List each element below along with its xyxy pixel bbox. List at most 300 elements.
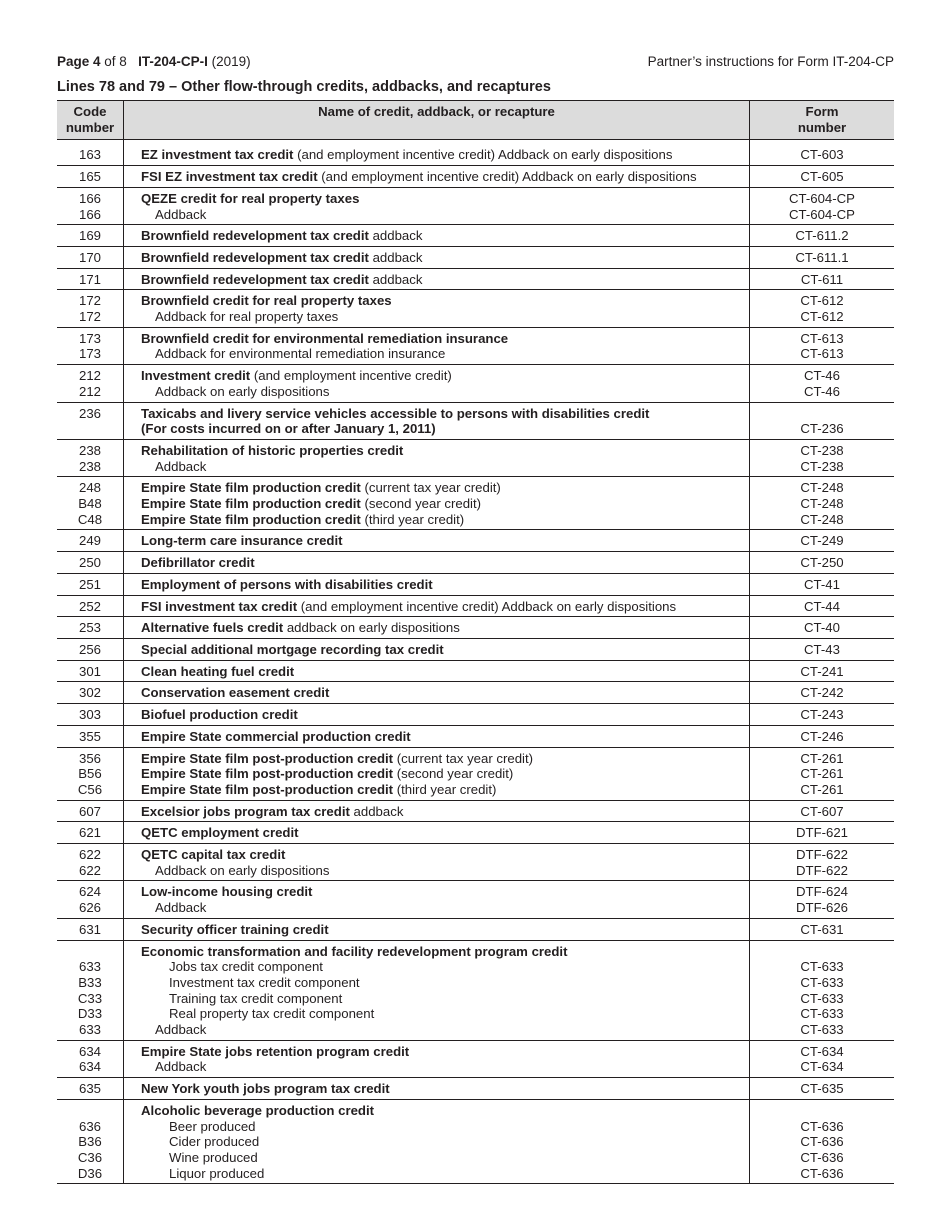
credit-name-line: Addback	[155, 1022, 207, 1038]
form-number-cell	[750, 573, 895, 595]
code-number: 238	[78, 442, 101, 458]
form-number-cell	[750, 822, 895, 844]
code-number: 251	[78, 576, 101, 592]
code-cell	[57, 477, 124, 530]
credit-name-line: Alcoholic beverage production credit	[141, 1102, 375, 1118]
code-number: 607	[78, 803, 101, 819]
credit-name-line: Brownfield redevelopment tax credit addback	[141, 271, 423, 287]
form-number: CT-238	[800, 442, 844, 458]
code-cell	[57, 327, 124, 364]
credit-name-cell	[124, 940, 750, 1040]
code-cell	[57, 725, 124, 747]
code-number: 303	[78, 707, 101, 723]
credit-name-line: Investment tax credit component	[169, 974, 360, 990]
code-number: 252	[78, 598, 101, 614]
credit-name-line: (For costs incurred on or after January 1, 2011)	[141, 421, 436, 437]
form-number	[754, 406, 890, 422]
table-row	[57, 595, 894, 617]
credit-name-line: Empire State film production credit (second year credit)	[141, 496, 482, 512]
code-cell	[57, 940, 124, 1040]
code-number: 166	[78, 206, 101, 222]
form-number-cell	[750, 187, 895, 224]
credit-name-cell	[124, 290, 750, 327]
code-cell	[57, 225, 124, 247]
credit-name-line: Security officer training credit	[141, 921, 329, 937]
form-number: CT-611	[800, 271, 844, 287]
code-number: 256	[78, 641, 101, 657]
credit-name-cell	[124, 246, 750, 268]
code-number: 172	[78, 309, 101, 325]
credit-name-line: New York youth jobs program tax credit	[141, 1081, 390, 1097]
table-row	[57, 552, 894, 574]
credit-name-cell	[124, 1040, 750, 1077]
code-number: 302	[78, 685, 101, 701]
credit-name-line: Brownfield redevelopment tax credit addback	[141, 249, 423, 265]
form-number: CT-242	[800, 685, 844, 701]
table-row	[57, 881, 894, 918]
table-row	[57, 844, 894, 881]
form-number: CT-612	[800, 293, 844, 309]
form-number: DTF-622	[795, 862, 849, 878]
code-number: 355	[78, 728, 101, 744]
code-number: 249	[78, 533, 101, 549]
code-number: 236	[78, 405, 101, 421]
credit-name-line: Biofuel production credit	[141, 707, 298, 723]
form-number: CT-261	[800, 750, 844, 766]
credit-name-line: Empire State film post-production credit (current tax year credit)	[141, 750, 534, 766]
form-number-cell	[750, 800, 895, 822]
form-number: CT-636	[800, 1118, 844, 1134]
code-cell	[57, 844, 124, 881]
form-number: CT-633	[800, 1022, 844, 1038]
code-number: C33	[77, 990, 103, 1006]
credit-name-line: Training tax credit component	[169, 990, 343, 1006]
credit-name-line: Addback	[155, 458, 207, 474]
form-number-cell	[750, 552, 895, 574]
table-row	[57, 290, 894, 327]
table-row	[57, 660, 894, 682]
form-number-cell	[750, 844, 895, 881]
credit-name-line: EZ investment tax credit (and employment incentive credit) Addback on early dispositions	[141, 147, 673, 163]
form-number: CT-43	[804, 641, 840, 657]
form-number: CT-613	[800, 330, 844, 346]
credit-name-line: Brownfield credit for real property taxes	[141, 293, 392, 309]
credit-name-cell	[124, 881, 750, 918]
credit-name-cell	[124, 844, 750, 881]
code-number: B56	[78, 766, 102, 782]
code-cell	[57, 660, 124, 682]
credit-name-line: QETC capital tax credit	[141, 847, 286, 863]
credit-name-cell	[124, 747, 750, 800]
credits-table	[57, 100, 894, 1184]
credit-name-line: Empire State film production credit (current tax year credit)	[141, 480, 501, 496]
code-number: 634	[78, 1043, 101, 1059]
section-title: Lines 78 and 79 – Other flow-through credits, addbacks, and recaptures	[57, 79, 551, 95]
form-number-cell	[750, 940, 895, 1040]
form-number-cell	[750, 1040, 895, 1077]
table-row	[57, 327, 894, 364]
form-number-cell	[750, 1099, 895, 1184]
page-of: of 8	[104, 54, 127, 69]
form-number: CT-604-CP	[789, 206, 855, 222]
code-number: 169	[78, 228, 101, 244]
code-number: C48	[77, 511, 103, 527]
code-cell	[57, 402, 124, 439]
form-number-cell	[750, 477, 895, 530]
code-number: C36	[77, 1149, 103, 1165]
page-header-left	[57, 54, 251, 69]
table-row	[57, 682, 894, 704]
credit-name-line: Beer produced	[169, 1118, 256, 1134]
credit-name-line: Empire State film post-production credit (third year credit)	[141, 781, 497, 797]
code-cell	[57, 530, 124, 552]
code-number: 253	[78, 620, 101, 636]
form-number: CT-248	[800, 511, 844, 527]
form-number: CT-249	[800, 533, 844, 549]
credit-name-cell	[124, 704, 750, 726]
page-header-right: Partner’s instructions for Form IT-204-CP	[647, 54, 894, 69]
table-row	[57, 530, 894, 552]
col-form-header: Form number	[750, 101, 895, 140]
form-id: IT-204-CP-I	[138, 54, 208, 69]
form-number: CT-248	[800, 496, 844, 512]
col-name-header: Name of credit, addback, or recapture	[124, 101, 750, 140]
form-number: CT-636	[800, 1149, 844, 1165]
credit-name-line: Addback on early dispositions	[155, 862, 330, 878]
code-cell	[57, 800, 124, 822]
code-cell	[57, 747, 124, 800]
credit-name-line: Addback	[155, 206, 207, 222]
credit-name-line: Empire State film post-production credit (second year credit)	[141, 766, 514, 782]
form-number: DTF-626	[795, 900, 849, 916]
code-cell	[57, 918, 124, 940]
table-row	[57, 725, 894, 747]
code-number: 238	[78, 458, 101, 474]
form-number: CT-612	[800, 309, 844, 325]
code-cell	[57, 822, 124, 844]
code-number: 301	[78, 663, 101, 679]
code-number: 621	[78, 825, 101, 841]
code-cell	[57, 704, 124, 726]
code-cell	[57, 439, 124, 476]
code-number: 248	[78, 480, 101, 496]
code-number: 624	[78, 884, 101, 900]
form-number: CT-634	[800, 1059, 844, 1075]
credit-name-cell	[124, 365, 750, 402]
credit-name-line: FSI EZ investment tax credit (and employment incentive credit) Addback on early dispositions	[141, 169, 697, 185]
credit-name-line: Empire State commercial production credit	[141, 728, 411, 744]
credit-name-cell	[124, 800, 750, 822]
credit-name-line: QEZE credit for real property taxes	[141, 190, 360, 206]
credit-name-cell	[124, 187, 750, 224]
credit-name-line: Alternative fuels credit addback on early dispositions	[141, 620, 460, 636]
table-row	[57, 365, 894, 402]
code-number: 163	[78, 147, 101, 163]
credit-name-line: Conservation easement credit	[141, 685, 330, 701]
credit-name-line: Special additional mortgage recording tax credit	[141, 641, 444, 657]
code-cell	[57, 365, 124, 402]
table-row	[57, 144, 894, 165]
form-number: DTF-622	[795, 847, 849, 863]
page-label: Page 4	[57, 54, 101, 69]
form-number: CT-635	[800, 1081, 844, 1097]
table-row	[57, 225, 894, 247]
table-row	[57, 940, 894, 1040]
credit-name-line: Clean heating fuel credit	[141, 663, 295, 679]
credit-name-cell	[124, 595, 750, 617]
credit-name-line: Cider produced	[169, 1134, 260, 1150]
code-number: 172	[78, 293, 101, 309]
form-number: CT-261	[800, 766, 844, 782]
credit-name-line: Addback	[155, 900, 207, 916]
table-row	[57, 439, 894, 476]
credit-name-line: Excelsior jobs program tax credit addback	[141, 803, 404, 819]
form-number	[754, 1103, 890, 1119]
form-number-cell	[750, 638, 895, 660]
table-row	[57, 402, 894, 439]
form-number: CT-250	[800, 555, 844, 571]
code-number: 635	[78, 1081, 101, 1097]
form-number-cell	[750, 617, 895, 639]
credit-name-cell	[124, 477, 750, 530]
credit-name-line: Addback	[155, 1059, 207, 1075]
code-number: 173	[78, 330, 101, 346]
credit-name-line: Addback for real property taxes	[155, 309, 339, 325]
credit-name-line: Employment of persons with disabilities credit	[141, 576, 433, 592]
form-number: CT-41	[804, 576, 840, 592]
form-number: CT-236	[800, 421, 844, 437]
code-number: D33	[77, 1006, 103, 1022]
code-cell	[57, 290, 124, 327]
table-row	[57, 268, 894, 290]
code-number: 631	[78, 921, 101, 937]
credit-name-line: Brownfield credit for environmental remediation insurance	[141, 330, 509, 346]
credit-name-cell	[124, 225, 750, 247]
credit-name-cell	[124, 1078, 750, 1100]
code-cell	[57, 682, 124, 704]
credit-name-line: Empire State jobs retention program credit	[141, 1043, 410, 1059]
form-number: CT-613	[800, 346, 844, 362]
form-number-cell	[750, 439, 895, 476]
page-header	[57, 54, 894, 69]
form-number-cell	[750, 595, 895, 617]
form-number: CT-631	[800, 921, 844, 937]
form-number-cell	[750, 530, 895, 552]
form-number: CT-633	[800, 990, 844, 1006]
form-number	[754, 944, 890, 960]
form-number: CT-238	[800, 458, 844, 474]
credit-name-line: Jobs tax credit component	[169, 959, 323, 975]
code-cell	[57, 268, 124, 290]
code-cell	[57, 638, 124, 660]
code-cell	[57, 187, 124, 224]
code-cell	[57, 1078, 124, 1100]
credit-name-line: Addback on early dispositions	[155, 383, 330, 399]
form-number: CT-611.1	[795, 249, 849, 265]
code-number: 166	[78, 190, 101, 206]
code-number: 633	[78, 1022, 101, 1038]
form-number: CT-40	[804, 620, 840, 636]
form-number: CT-636	[800, 1134, 844, 1150]
form-number: CT-46	[804, 383, 840, 399]
code-number: B36	[78, 1134, 102, 1150]
code-cell	[57, 617, 124, 639]
table-row	[57, 638, 894, 660]
form-number: CT-603	[800, 147, 844, 163]
credit-name-line: QETC employment credit	[141, 825, 299, 841]
form-number: CT-607	[800, 803, 844, 819]
credit-name-line: Defibrillator credit	[141, 555, 255, 571]
credit-name-cell	[124, 918, 750, 940]
code-number: 622	[78, 862, 101, 878]
code-cell	[57, 552, 124, 574]
form-number-cell	[750, 327, 895, 364]
form-number: CT-633	[800, 959, 844, 975]
credit-name-cell	[124, 638, 750, 660]
col-code-header: Code number	[57, 101, 124, 140]
form-number-cell	[750, 166, 895, 188]
form-number-cell	[750, 290, 895, 327]
code-number: 356	[78, 750, 101, 766]
code-number: B48	[78, 496, 102, 512]
code-number: 212	[78, 368, 101, 384]
form-number-cell	[750, 268, 895, 290]
credit-name-cell	[124, 682, 750, 704]
table-row	[57, 246, 894, 268]
table-header-row	[57, 101, 894, 140]
code-number: C56	[77, 781, 103, 797]
credit-name-line: Rehabilitation of historic properties credit	[141, 442, 404, 458]
table-row	[57, 187, 894, 224]
credit-name-cell	[124, 1099, 750, 1184]
credit-name-line: Addback for environmental remediation insurance	[155, 346, 446, 362]
table-row	[57, 704, 894, 726]
code-cell	[57, 573, 124, 595]
table-row	[57, 918, 894, 940]
credit-name-cell	[124, 530, 750, 552]
code-number: 212	[78, 383, 101, 399]
code-number: 636	[78, 1118, 101, 1134]
table-row	[57, 747, 894, 800]
form-number-cell	[750, 725, 895, 747]
form-number: CT-636	[800, 1165, 844, 1181]
code-number: 170	[78, 249, 101, 265]
form-number-cell	[750, 1078, 895, 1100]
form-number: CT-634	[800, 1043, 844, 1059]
credit-name-line: Empire State film production credit (third year credit)	[141, 511, 465, 527]
credit-name-cell	[124, 660, 750, 682]
table-row	[57, 617, 894, 639]
code-cell	[57, 1099, 124, 1184]
code-number: 171	[78, 271, 101, 287]
credit-name-line: Wine produced	[169, 1149, 258, 1165]
credit-name-line: Real property tax credit component	[169, 1006, 375, 1022]
credit-name-cell	[124, 617, 750, 639]
code-cell	[57, 166, 124, 188]
credit-name-cell	[124, 725, 750, 747]
credit-name-line: Brownfield redevelopment tax credit addback	[141, 228, 423, 244]
form-number-cell	[750, 747, 895, 800]
form-number-cell	[750, 682, 895, 704]
form-number-cell	[750, 246, 895, 268]
code-number: 250	[78, 555, 101, 571]
code-cell	[57, 144, 124, 165]
credit-name-cell	[124, 166, 750, 188]
code-number: 633	[78, 959, 101, 975]
credit-name-cell	[124, 144, 750, 165]
form-year: (2019)	[211, 54, 251, 69]
table-row	[57, 1078, 894, 1100]
form-number: DTF-624	[795, 884, 849, 900]
table-row	[57, 800, 894, 822]
form-number: CT-633	[800, 974, 844, 990]
form-number: CT-604-CP	[789, 190, 855, 206]
code-number: B33	[78, 974, 102, 990]
form-number: CT-246	[800, 728, 844, 744]
table-row	[57, 1040, 894, 1077]
form-number: CT-633	[800, 1006, 844, 1022]
form-number: CT-248	[800, 480, 844, 496]
credit-name-line: Economic transformation and facility redevelopment program credit	[141, 943, 568, 959]
code-cell	[57, 1040, 124, 1077]
credit-name-cell	[124, 552, 750, 574]
form-number: CT-46	[804, 368, 840, 384]
code-number: 634	[78, 1059, 101, 1075]
credit-name-cell	[124, 268, 750, 290]
form-number: CT-611.2	[795, 228, 849, 244]
form-number-cell	[750, 365, 895, 402]
credit-name-line: Taxicabs and livery service vehicles accessible to persons with disabilities credit	[141, 405, 650, 421]
form-number-cell	[750, 660, 895, 682]
credit-name-cell	[124, 822, 750, 844]
code-number	[61, 1103, 119, 1119]
form-number-cell	[750, 704, 895, 726]
table-row	[57, 166, 894, 188]
credit-name-cell	[124, 573, 750, 595]
form-number: CT-261	[800, 781, 844, 797]
code-cell	[57, 881, 124, 918]
form-number: CT-243	[800, 707, 844, 723]
code-number: D36	[77, 1165, 103, 1181]
table-row	[57, 822, 894, 844]
credit-name-line: Low-income housing credit	[141, 884, 313, 900]
code-number: 626	[78, 900, 101, 916]
code-number: 622	[78, 847, 101, 863]
form-number-cell	[750, 881, 895, 918]
form-number-cell	[750, 144, 895, 165]
form-number-cell	[750, 918, 895, 940]
credit-name-line: Long-term care insurance credit	[141, 533, 343, 549]
form-number: DTF-621	[795, 825, 849, 841]
table-row	[57, 477, 894, 530]
form-number: CT-241	[800, 663, 844, 679]
credit-name-line: Investment credit (and employment incentive credit)	[141, 368, 452, 384]
form-number-cell	[750, 225, 895, 247]
code-cell	[57, 595, 124, 617]
credit-name-cell	[124, 402, 750, 439]
code-number: 165	[78, 169, 101, 185]
credit-name-line: FSI investment tax credit (and employment incentive credit) Addback on early dispositions	[141, 598, 677, 614]
credit-name-cell	[124, 327, 750, 364]
code-number	[61, 944, 119, 960]
form-number-cell	[750, 402, 895, 439]
table-row	[57, 1099, 894, 1184]
credit-name-cell	[124, 439, 750, 476]
code-number: 173	[78, 346, 101, 362]
code-cell	[57, 246, 124, 268]
form-number: CT-44	[804, 598, 840, 614]
table-row	[57, 573, 894, 595]
